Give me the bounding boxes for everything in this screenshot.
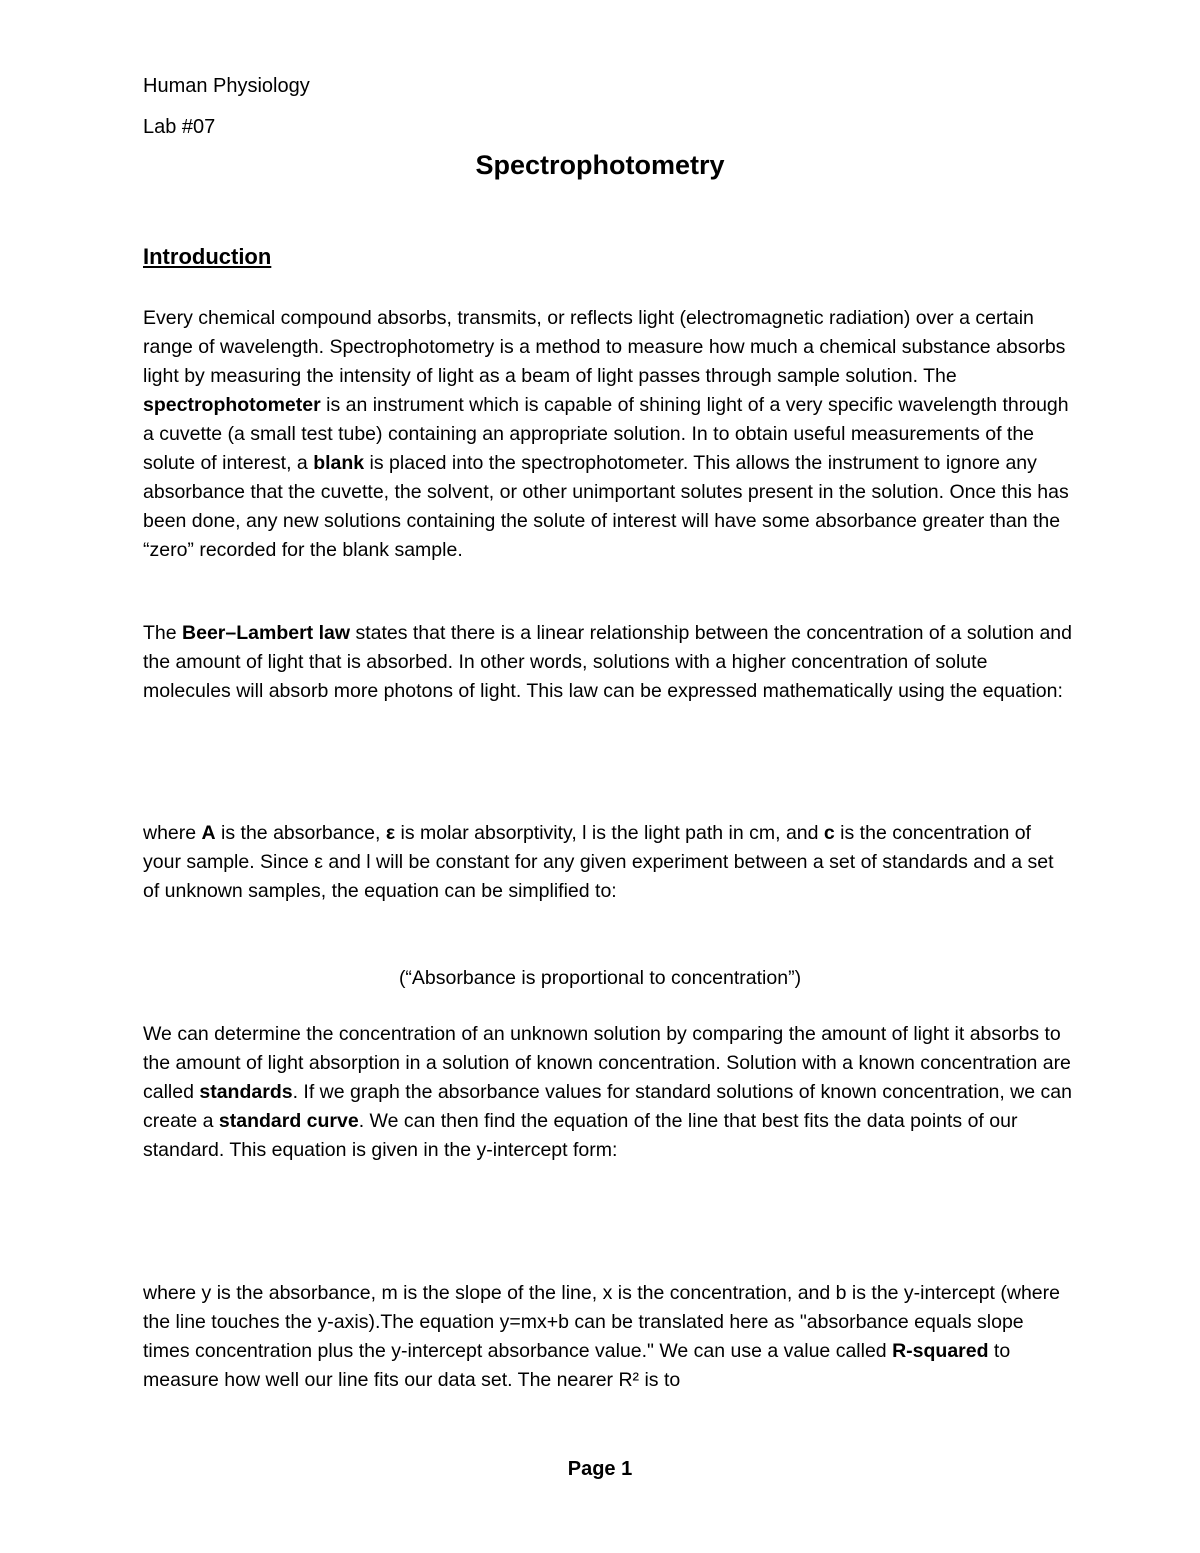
term-beer-lambert-law: Beer–Lambert law xyxy=(182,622,351,644)
paragraph-variables xyxy=(143,819,1073,906)
paragraph-standards xyxy=(143,1020,1073,1165)
text-run: where xyxy=(143,822,202,844)
term-spectrophotometer: spectrophotometer xyxy=(143,394,321,416)
proportional-note: (“Absorbance is proportional to concentration”) xyxy=(398,967,802,989)
text-run: to measure how well our line fits our data set. The nearer R² is to xyxy=(143,1340,1011,1391)
page-number: Page 1 xyxy=(567,1458,633,1480)
paragraph-beer-lambert xyxy=(143,619,1073,706)
term-epsilon: ε xyxy=(385,822,396,844)
text-run: Every chemical compound absorbs, transmits, or reflects light (electromagnetic radiation) over a certain range of wavelength. Spectrophotometry is a method to measure how much a chemical substance absorbs light by measuring the intensity of light as a beam of light passes through sample solution. The xyxy=(143,307,1066,387)
text-run: . We can then find the equation of the line that best fits the data points of our standard. This equation is given in the y-intercept form: xyxy=(143,1110,1018,1161)
term-a: A xyxy=(201,822,216,844)
term-r-squared: R-squared xyxy=(892,1340,989,1362)
paragraph-intro xyxy=(143,304,1073,565)
text-run: is placed into the spectrophotometer. This allows the instrument to ignore any absorbance that the cuvette, the solvent, or other unimportant solutes present in the solution. Once this has been done, any new solutions containing the solute of interest will have some absorbance greater than the “zero” recorded for the blank sample. xyxy=(143,452,1069,561)
text-run: is the absorbance, xyxy=(215,822,386,844)
text-run: We can determine the concentration of an unknown solution by comparing the amount of light it absorbs to the amount of light absorption in a solution of known concentration. Solution with a known concentration are called xyxy=(143,1023,1071,1103)
text-run: . If we graph the absorbance values for standard solutions of known concentration, we can create a xyxy=(143,1081,1072,1132)
term-standards: standards xyxy=(199,1081,293,1103)
text-run: is an instrument which is capable of shining light of a very specific wavelength through a cuvette (a small test tube) containing an appropriate solution. In to obtain useful measurements of the solute of interest, a xyxy=(143,394,1069,474)
term-c: c xyxy=(823,822,835,844)
page-title: Spectrophotometry xyxy=(475,150,725,180)
course-name: Human Physiology xyxy=(143,75,310,97)
text-run: states that there is a linear relationship between the concentration of a solution and the amount of light that is absorbed. In other words, solutions with a higher concentration of solute molecules will absorb more photons of light. This law can be expressed mathematically using the equation: xyxy=(143,622,1072,702)
paragraph-line-equation xyxy=(143,1279,1073,1395)
text-run: The xyxy=(143,622,183,644)
text-run: is the concentration of your sample. Since ε and l will be constant for any given experiment between a set of standards and a set of unknown samples, the equation can be simplified to: xyxy=(143,822,1054,902)
text-run: where y is the absorbance, m is the slope of the line, x is the concentration, and b is the y-intercept (where the line touches the y-axis).The equation y=mx+b can be translated here as "absorbance equals slope times concentration plus the y-intercept absorbance value." We can use a value called xyxy=(143,1282,1060,1362)
term-standard-curve: standard curve xyxy=(218,1110,359,1132)
section-heading-introduction: Introduction xyxy=(143,244,272,269)
term-blank: blank xyxy=(313,452,365,474)
lab-number: Lab #07 xyxy=(143,116,216,138)
text-run: is molar absorptivity, l is the light path in cm, and xyxy=(395,822,824,844)
